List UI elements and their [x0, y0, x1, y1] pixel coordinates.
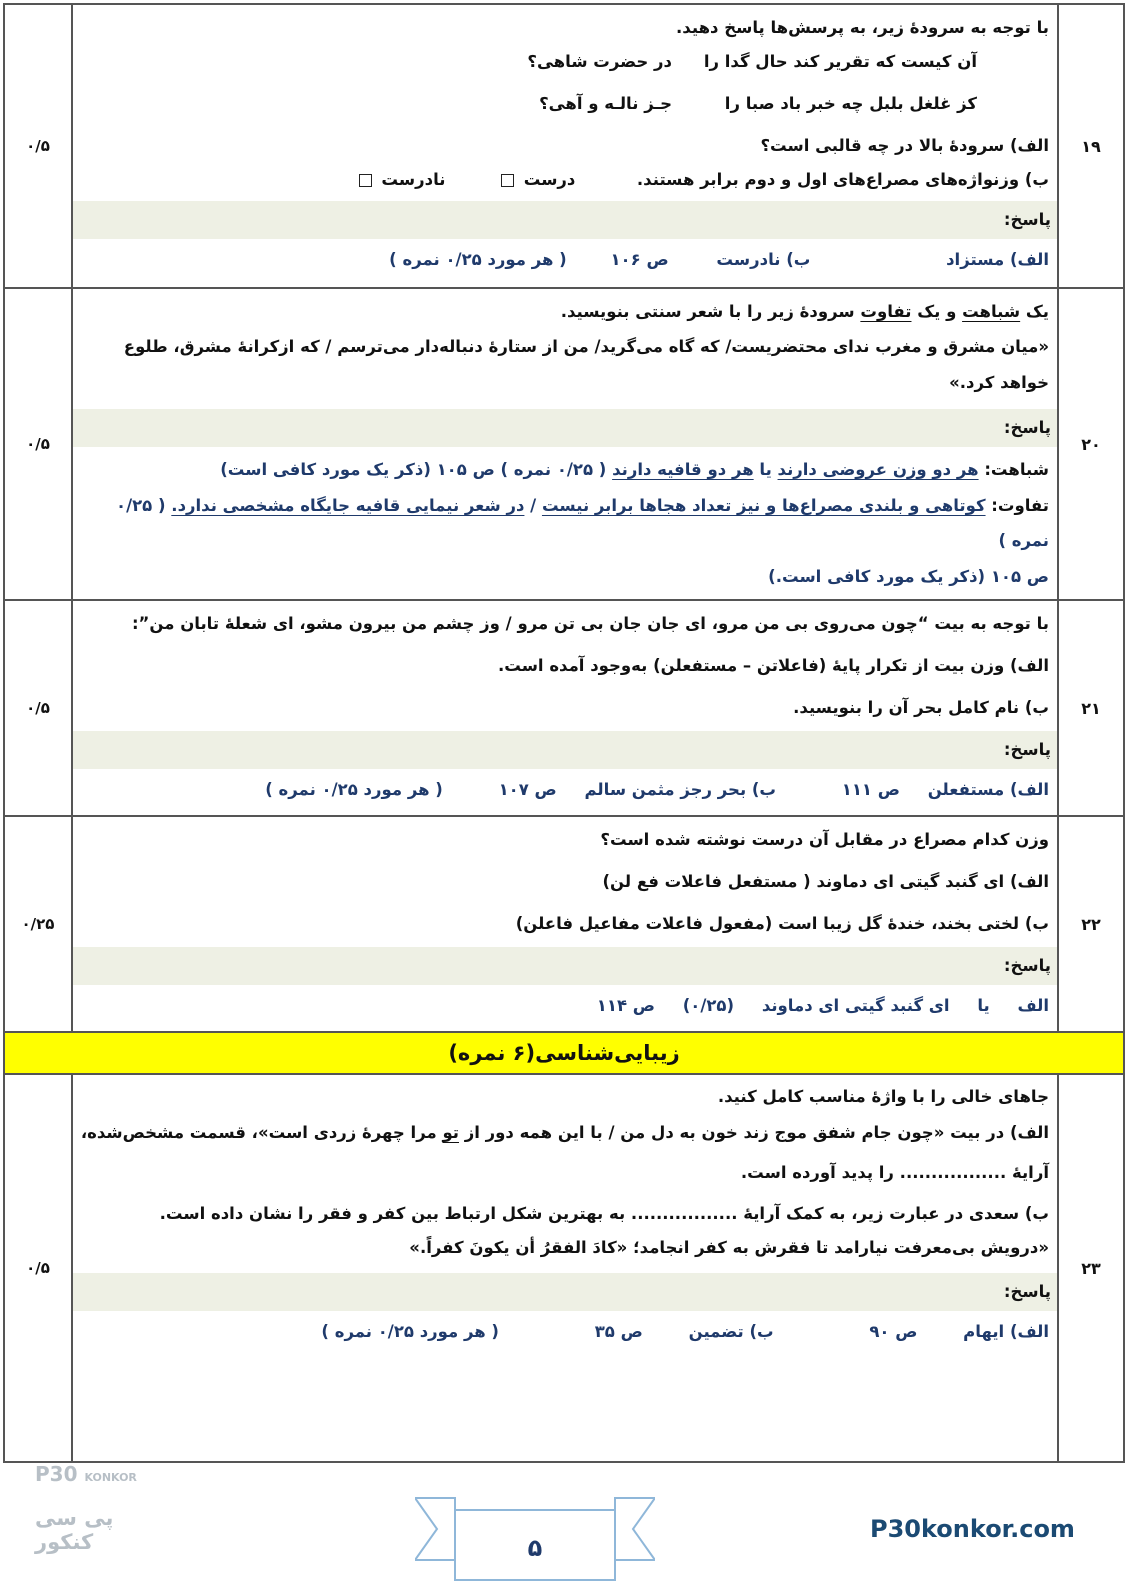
question-score: ۰/۵: [4, 288, 72, 600]
question-row-22: [4, 816, 1124, 1032]
part-a: الف) وزن بیت از تکرار پایهٔ (فاعلاتن – مستفعلن) به‌وجود آمده است.: [497, 656, 1049, 675]
question-body: [72, 600, 1058, 816]
question-body: [72, 1074, 1058, 1462]
answer-b: ب) بحر رجز مثمن سالم: [584, 780, 777, 799]
question-intro: با توجه به بیت “چون می‌روی بی من مرو، ای جان جان بی تن مرو / وز چشم من بیرون مشو، ای شعلهٔ تابان من”:: [131, 614, 1049, 633]
answer-label: پاسخ:: [73, 1273, 1057, 1311]
part-a: الف) سرودهٔ بالا در چه قالبی است؟: [760, 136, 1049, 155]
answer-page: ص ۱۱۴: [596, 996, 655, 1015]
verse-hemistich: آن کیست که تقریر کند حال گدا را: [703, 52, 977, 71]
question-body: [72, 816, 1058, 1032]
option-true: درست: [523, 170, 576, 189]
verse-hemistich: در حضرت شاهی؟: [527, 52, 672, 71]
question-score: ۰/۵: [4, 600, 72, 816]
question-row-20: [4, 288, 1124, 600]
similarity-label: شباهت:: [984, 460, 1049, 479]
answer-line: [73, 771, 1057, 808]
question-number: ۲۰: [1058, 288, 1124, 600]
question-body: [72, 288, 1058, 600]
part-b: ب) وزنواژه‌های مصراع‌های اول و دوم برابر هستند.: [636, 170, 1049, 189]
page-number-ribbon: [415, 1488, 655, 1583]
site-url[interactable]: P30konkor.com: [870, 1515, 1075, 1543]
answer-line: [73, 1313, 1057, 1350]
exam-table: [3, 3, 1125, 1463]
p30konkor-logo: [35, 1462, 175, 1572]
verse-hemistich: جـز نالـه و آهی؟: [539, 94, 672, 113]
verse-line-1: [73, 45, 1057, 79]
checkbox-false[interactable]: [359, 174, 372, 187]
logo-sub: KONKOR: [84, 1471, 137, 1484]
answer-label: پاسخ:: [73, 201, 1057, 239]
section-title: زیبایی‌شناسی(۶ نمره): [4, 1032, 1124, 1074]
answer-underlined: هر دو وزن عروضی دارند: [777, 460, 979, 479]
verse-line-2: [73, 87, 1057, 121]
question-row-21: [4, 600, 1124, 816]
question-number: ۲۲: [1058, 816, 1124, 1032]
question-row-23: [4, 1074, 1124, 1462]
question-score: ۰/۲۵: [4, 816, 72, 1032]
question-number: ۱۹: [1058, 4, 1124, 288]
answer-a-page: ص ۱۱۱: [841, 780, 900, 799]
answer-or: یا: [977, 996, 990, 1015]
checkbox-true[interactable]: [501, 174, 514, 187]
answer-a-page: ص ۹۰: [869, 1322, 918, 1341]
logo-persian: پی سی کنکور: [35, 1506, 114, 1554]
question-row-19: [4, 4, 1124, 288]
option-false: نادرست: [381, 170, 446, 189]
answer-label: پاسخ:: [73, 947, 1057, 985]
question-score: ۰/۵: [4, 4, 72, 288]
answer-difference: تفاوت: کوتاهی و بلندی مصراع‌ها و نیز تعداد هجاها برابر نیست / در شعر نیمایی قافیه جایگاه مشخصی ندارد. ( ۰/۲۵ نمره ): [116, 496, 1049, 550]
part-a: الف) در بیت «چون جام شفق موج زند خون به دل من / با این همه دور از تو مرا چهرهٔ زردی است»، قسمت مشخص‌شده، آرایهٔ ................. را پدید آورده است.: [80, 1123, 1049, 1182]
question-score: ۰/۵: [4, 1074, 72, 1462]
answer-text: ای گنبد گیتی ای دماوند: [761, 996, 950, 1015]
quote: «درویش بی‌معرفت نیارامد تا فقرش به کفر انجامد؛ «کادَ الفقرُ أن یکونَ کفراً.»: [409, 1238, 1049, 1257]
part-a: الف) ای گنبد گیتی ای دماوند ( مستفعل فاعلات فع لن): [602, 872, 1049, 891]
question-body: [72, 4, 1058, 288]
part-b: ب) لختی بخند، خندهٔ گل زیبا است (مفعول فاعلات مفاعیل فاعلن): [515, 914, 1049, 933]
answer-a: الف) ایهام: [963, 1322, 1049, 1341]
answer-underlined: در شعر نیمایی قافیه جایگاه مشخصی ندارد.: [171, 496, 525, 515]
answer-label: پاسخ:: [73, 731, 1057, 769]
underlined-word: تفاوت: [860, 302, 912, 321]
question-intro: وزن کدام مصراع در مقابل آن درست نوشته شده است؟: [600, 830, 1049, 849]
part-b-line: [73, 163, 1057, 197]
answer-b-page: ص ۳۵: [594, 1322, 643, 1341]
answer-page: ص ۱۰۶: [610, 250, 669, 269]
page-number: ۵: [527, 1534, 543, 1562]
logo-brand: P30: [35, 1462, 78, 1486]
answer-underlined: کوتاهی و بلندی مصراع‌ها و نیز تعداد هجاها برابر نیست: [541, 496, 986, 515]
section-header-row: [4, 1032, 1124, 1074]
verse-hemistich: کز غلغل بلبل چه خبر باد صبا را: [724, 94, 977, 113]
answer-b: ب) تضمین: [688, 1322, 774, 1341]
answer-a: الف) مستزاد: [946, 250, 1049, 269]
question-number: ۲۱: [1058, 600, 1124, 816]
part-b: ب) سعدی در عبارت زیر، به کمک آرایهٔ ................. به بهترین شکل ارتباط بین کفر و فقر را نشان داده است.: [159, 1204, 1049, 1223]
underlined-word: شباهت: [962, 302, 1021, 321]
question-intro: یک شباهت و یک تفاوت سرودهٔ زیر را با شعر سنتی بنویسید.: [560, 302, 1049, 321]
answer-a: الف: [1017, 996, 1049, 1015]
answer-score: ( هر مورد ۰/۲۵ نمره ): [321, 1322, 499, 1341]
answer-score: ( هر مورد ۰/۲۵ نمره ): [265, 780, 443, 799]
question-number: ۲۳: [1058, 1074, 1124, 1462]
answer-similarity: شباهت: هر دو وزن عروضی دارند یا هر دو قافیه دارند ( ۰/۲۵ نمره ) ص ۱۰۵ (ذکر یک مورد کافی است): [220, 460, 1049, 479]
answer-score: ( هر مورد ۰/۲۵ نمره ): [389, 250, 567, 269]
answer-note: ص ۱۰۵ (ذکر یک مورد کافی است.): [768, 567, 1049, 586]
answer-label: پاسخ:: [73, 409, 1057, 447]
answer-score: (۰/۲۵): [682, 996, 735, 1015]
answer-line: [73, 987, 1057, 1024]
question-intro: جاهای خالی را با واژهٔ مناسب کامل کنید.: [717, 1087, 1049, 1106]
question-intro: با توجه به سرودهٔ زیر، به پرسش‌ها پاسخ دهید.: [676, 18, 1049, 37]
answer-b: ب) نادرست: [716, 250, 811, 269]
underlined-word: تو: [442, 1123, 459, 1142]
answer-underlined: هر دو قافیه دارند: [612, 460, 754, 479]
difference-label: تفاوت:: [991, 496, 1049, 515]
answer-b-page: ص ۱۰۷: [498, 780, 557, 799]
answer-a: الف) مستفعلن: [927, 780, 1049, 799]
part-b: ب) نام کامل بحر آن را بنویسید.: [793, 698, 1049, 717]
answer-line: [73, 241, 1057, 278]
poem-text: «میان مشرق و مغرب ندای محتضریست/ که گاه می‌گرید/ من از ستارهٔ دنباله‌دار می‌ترسم / که ازکرانهٔ مشرق، طلوع خواهد کرد.»: [123, 337, 1049, 392]
